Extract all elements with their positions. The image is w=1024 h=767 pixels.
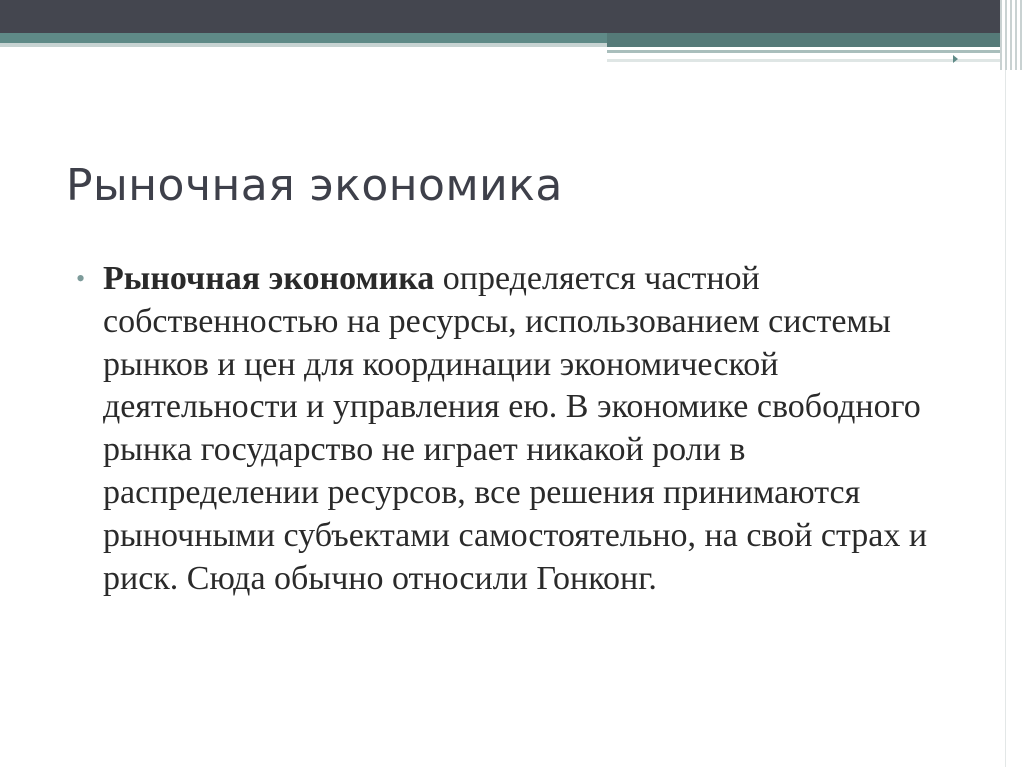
bullet-dot-icon: • xyxy=(76,264,86,293)
bullet-bold-term: Рыночная экономика xyxy=(103,260,435,297)
right-edge-decoration xyxy=(1000,0,1024,70)
right-edge-line xyxy=(1005,70,1006,767)
header-bar-right-accent xyxy=(607,33,1024,47)
header-bar-right-stripes xyxy=(607,47,1024,67)
triangle-marker-icon xyxy=(953,55,958,63)
slide-content xyxy=(76,258,956,600)
bullet-item xyxy=(76,258,956,600)
bullet-text: определяется частной собственностью на ресурсы, использованием системы рынков и цен для координации экономической деятельности и управления ею. В экономике свободного рынка государство не играет никакой роли в распределении ресурсов, все решения принимаются рыночными субъектами самостоятельно, на свой страх и риск. Сюда обычно относили Гонконг. xyxy=(103,260,928,597)
slide-title: Рыночная экономика xyxy=(66,160,563,211)
header-bar-dark xyxy=(0,0,1024,33)
